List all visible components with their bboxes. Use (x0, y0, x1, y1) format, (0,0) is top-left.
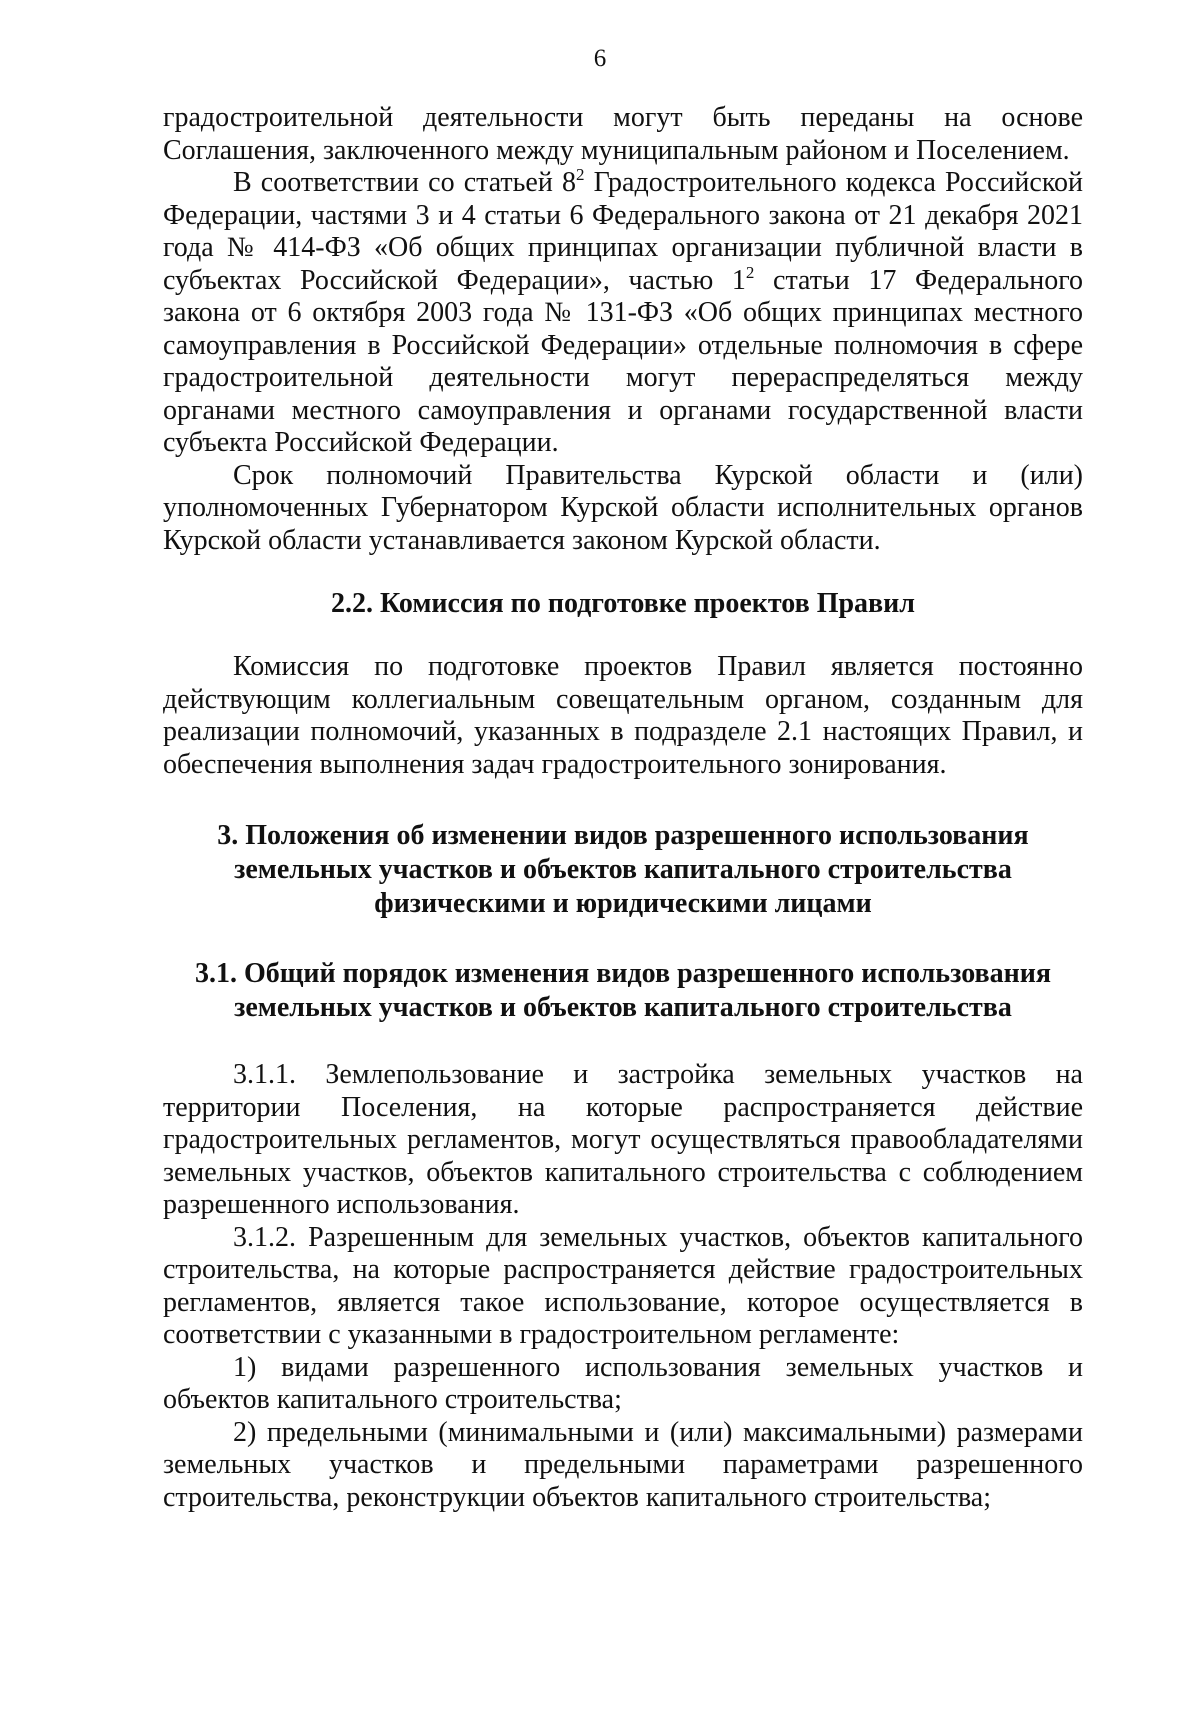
section-heading-3-1 (163, 957, 1083, 1025)
paragraph-article-8-2 (163, 167, 1083, 460)
list-item-2: 2) предельными (минимальными и (или) максимальными) размерами земельных участков и предельными параметрами разрешенного строительства, реконструкции объектов капитального строительства; (163, 1416, 1083, 1513)
paragraph-3-1-1: 3.1.1. Землепользование и застройка земельных участков на территории Поселения, на которые распространяется действие градостроительных регламентов, могут осуществляться правообладателями земельных участков, объектов капитального строительства с соблюдением разрешенного использования. (163, 1059, 1083, 1220)
paragraph-3-1-2: 3.1.2. Разрешенным для земельных участков, объектов капитального строительства, на которые распространяется действие градостроительных регламентов, является такое использование, которое осуществляется в соответствии с указанными в градостроительном регламенте: (163, 1221, 1083, 1350)
page-number: 6 (593, 45, 607, 72)
document-body (163, 102, 1083, 1514)
text-fragment: В соответствии со статьей 8 (233, 167, 576, 198)
heading-line: земельных участков и объектов капитального строительства (234, 854, 1012, 885)
superscript: 2 (575, 165, 585, 184)
heading-line: физическими и юридическими лицами (374, 888, 872, 919)
paragraph-commission: Комиссия по подготовке проектов Правил является постоянно действующим коллегиальным совещательным органом, созданным для реализации полномочий, указанных в подразделе 2.1 настоящих Правил, и обеспечения выполнения задач градостроительного зонирования. (163, 651, 1083, 780)
heading-line: земельных участков и объектов капитального строительства (234, 992, 1012, 1023)
heading-line: 3.1. Общий порядок изменения видов разрешенного использования (194, 958, 1052, 989)
text-fragment: статьи 17 Федерального закона от 6 октября 2003 года № 131-ФЗ «Об общих принципах местного самоуправления в Российской Федерации» отдельные полномочия в сфере градостроительной деятельности могут перераспределяться между органами местного самоуправления и органами государственной власти субъекта Российской Федерации. (163, 264, 1083, 458)
text-fragment: Градостроительного кодекса Российской Федерации, частями 3 и 4 статьи 6 Федерального закона от 21 декабря 2021 года № 414-ФЗ «Об общих принципах организации публичной власти в субъектах Российской Федерации», частью 1 (163, 167, 1083, 296)
heading-line: 3. Положения об изменении видов разрешенного использования (217, 820, 1029, 851)
superscript: 2 (745, 262, 755, 282)
list-item-1: 1) видами разрешенного использования земельных участков и объектов капитального строительства; (163, 1351, 1083, 1415)
section-heading-3 (163, 819, 1083, 921)
paragraph-term-of-powers: Срок полномочий Правительства Курской области и (или) уполномоченных Губернатором Курской области исполнительных органов Курской области устанавливается законом Курской области. (163, 459, 1083, 556)
section-heading-2-2: 2.2. Комиссия по подготовке проектов Правил (330, 588, 916, 619)
paragraph-continuation: градостроительной деятельности могут быть переданы на основе Соглашения, заключенного между муниципальным районом и Поселением. (163, 102, 1083, 166)
